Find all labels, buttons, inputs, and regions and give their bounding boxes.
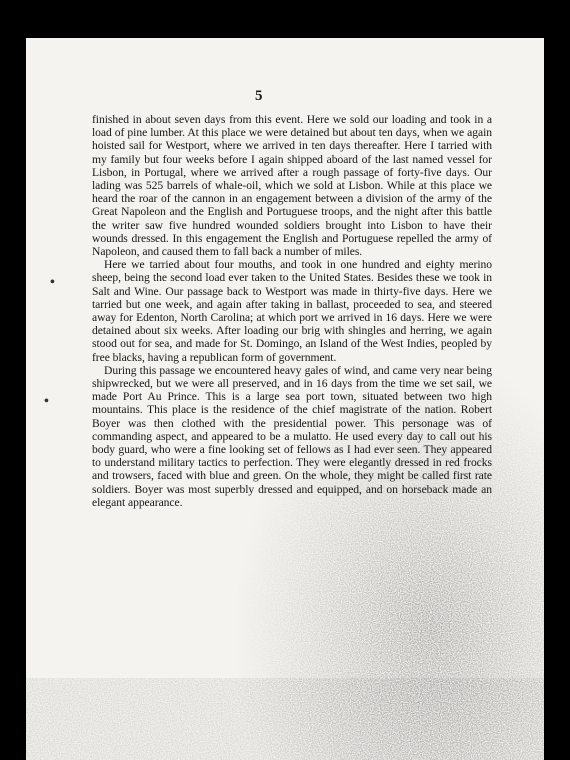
paragraph: During this passage we encountered heavy gales of wind, and came very near being shipwrecked, but we were all preserved, and in 16 days from the time we set sail, we made Port Au Prince. This is a large sea port town, situated between two high mountains. This place is the residence of the chief magistrate of the nation. Robert Boyer was then clothed with the presidential power. This personage was of commanding aspect, and appeared to be a mulatto. He used every day to call out his body guard, who were a fine looking set of fellows as I had ever seen. They appeared to understand military tactics to perfection. They were elegantly dressed in red frocks and trowsers, faced with blue and green. On the whole, they might be called first rate soldiers. Boyer was most superbly dressed and equipped, and on horseback made an elegant appearance. [92,363,492,509]
page-number: 5 [255,88,263,104]
margin-mark: • [50,275,55,290]
book-page [26,38,544,760]
paragraph: Here we tarried about four mouths, and took in one hundred and eighty merino sheep, being the second load ever taken to the United States. Besides these we took in Salt and Wine. Our passage back to Westport was made in thirty-five days. Here we tarried but one week, and again after taking in ballast, proceeded to sea, and steered away for Edenton, North Carolina; at which port we arrived in 16 days. Here we were detained about six weeks. After loading our brig with shingles and herring, we again stood out for sea, and made for St. Domingo, an Island of the West Indies, peopled by free blacks, having a republican form of government. [92,258,492,364]
body-text [92,113,492,509]
margin-mark: • [44,394,49,409]
paragraph: finished in about seven days from this event. Here we sold our loading and took in a load of pine lumber. At this place we were detained but about ten days, when we again hoisted sail for Westport, where we arrived in ten days thereafter. Here I tarried with my family but four weeks before I again shipped aboard of the last named vessel for Lisbon, in Portugal, where we arrived after a rough passage of forty-five days. Our lading was 525 barrels of whale-oil, which we sold at Lisbon. While at this place we heard the roar of the cannon in an engagement between a division of the army of the Great Napoleon and the English and Portuguese troops, and the night after this battle the writer saw five hundred wounded soldiers brought into Lisbon to have their wounds dressed. In this engagement the English and Portuguese repelled the army of Napoleon, and caused them to fall back a number of miles. [92,113,492,259]
